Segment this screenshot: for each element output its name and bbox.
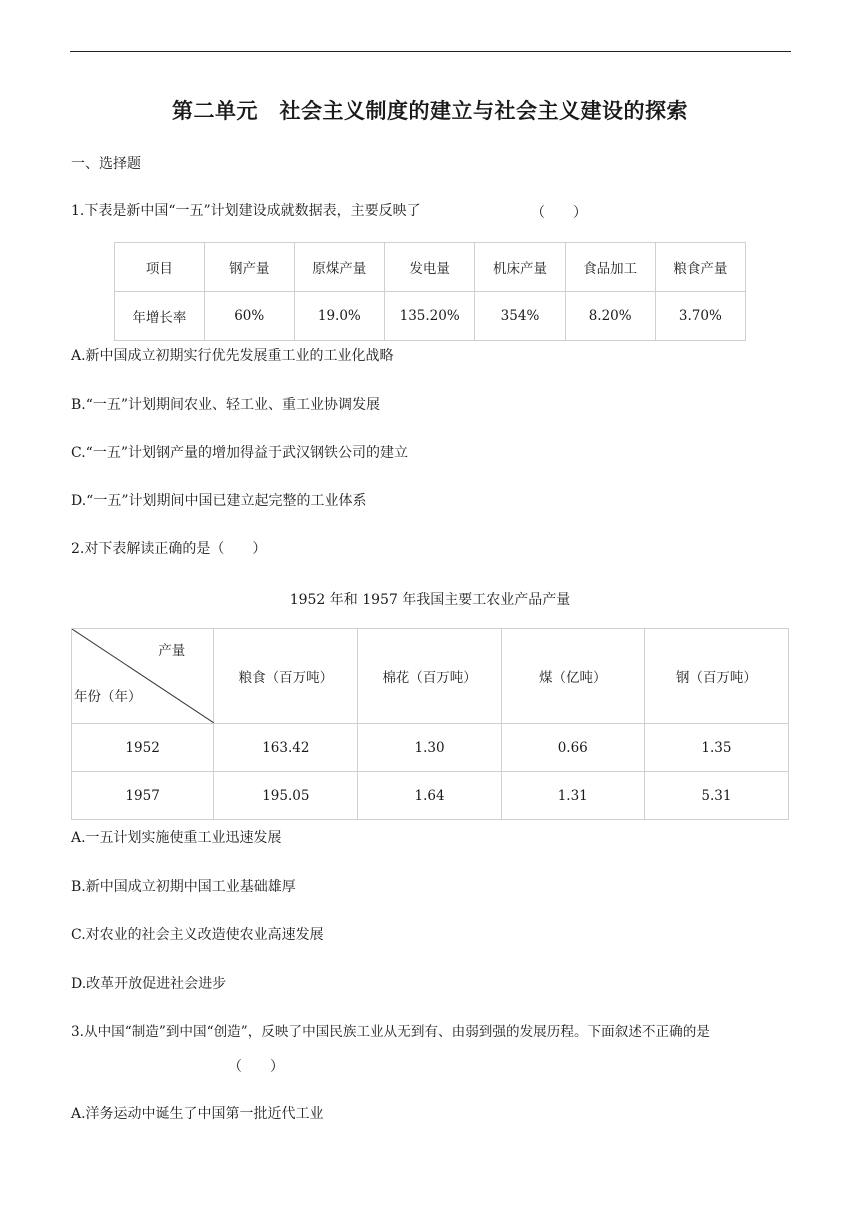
table-cell: 135.20% — [384, 292, 475, 341]
q2-option-b: B.新中国成立初期中国工业基础雄厚 — [71, 879, 296, 895]
table-header-cell: 食品加工 — [565, 243, 655, 292]
q2-stem: 2.对下表解读正确的是（ ） — [71, 541, 267, 557]
table-cell: 1952 — [72, 724, 214, 772]
q3-answer-blank: （ ） — [228, 1059, 284, 1075]
table-cell: 1.64 — [358, 772, 501, 820]
q2-option-c: C.对农业的社会主义改造使农业高速发展 — [71, 927, 324, 943]
diagonal-divider — [72, 629, 214, 723]
q1-option-a: A.新中国成立初期实行优先发展重工业的工业化战略 — [71, 348, 394, 364]
table-cell: 8.20% — [565, 292, 655, 341]
table-cell: 60% — [204, 292, 294, 341]
corner-label-top: 产量 — [158, 643, 186, 659]
table-cell: 0.66 — [501, 724, 644, 772]
table-header-cell: 钢（百万吨） — [644, 629, 788, 724]
q1-option-d: D.“一五”计划期间中国已建立起完整的工业体系 — [71, 493, 367, 509]
q3-stem: 3.从中国“制造”到中国“创造”，反映了中国民族工业从无到有、由弱到强的发展历程。下面叙述不正确的是 — [71, 1024, 710, 1040]
table-header-cell: 煤（亿吨） — [501, 629, 644, 724]
table-row — [72, 629, 789, 724]
table-header-cell: 钢产量 — [204, 243, 294, 292]
top-rule — [70, 51, 791, 52]
table-header-cell: 棉花（百万吨） — [358, 629, 501, 724]
table-row — [115, 243, 746, 292]
table-cell: 354% — [475, 292, 565, 341]
corner-label-bottom: 年份（年） — [74, 689, 142, 705]
table-cell: 1.30 — [358, 724, 501, 772]
page-title: 第二单元 社会主义制度的建立与社会主义建设的探索 — [172, 99, 688, 123]
table-header-cell: 原煤产量 — [294, 243, 384, 292]
table-cell: 19.0% — [294, 292, 384, 341]
q1-option-b: B.“一五”计划期间农业、轻工业、重工业协调发展 — [71, 397, 381, 413]
table-corner-cell — [72, 629, 214, 724]
table-cell: 195.05 — [214, 772, 358, 820]
table-header-cell: 粮食（百万吨） — [214, 629, 358, 724]
q1-table — [114, 242, 746, 341]
q1-stem: 1.下表是新中国“一五”计划建设成就数据表，主要反映了 — [71, 203, 421, 219]
table-header-cell: 粮食产量 — [655, 243, 745, 292]
table-cell: 163.42 — [214, 724, 358, 772]
table-cell: 5.31 — [644, 772, 788, 820]
table-header-cell: 发电量 — [384, 243, 475, 292]
table-cell: 年增长率 — [115, 292, 205, 341]
table-row — [115, 292, 746, 341]
q2-option-a: A.一五计划实施使重工业迅速发展 — [71, 830, 282, 846]
table-header-cell: 项目 — [115, 243, 205, 292]
q2-table — [71, 628, 789, 820]
table-cell: 1.35 — [644, 724, 788, 772]
q1-option-c: C.“一五”计划钢产量的增加得益于武汉钢铁公司的建立 — [71, 445, 408, 461]
table-cell: 1957 — [72, 772, 214, 820]
q2-table-caption: 1952 年和 1957 年我国主要工农业产品产量 — [289, 592, 571, 608]
table-row — [72, 772, 789, 820]
table-row — [72, 724, 789, 772]
section-heading: 一、选择题 — [71, 156, 141, 172]
q2-option-d: D.改革开放促进社会进步 — [71, 976, 227, 992]
table-header-cell: 机床产量 — [475, 243, 565, 292]
table-cell: 3.70% — [655, 292, 745, 341]
q1-answer-blank: （ ） — [531, 205, 587, 221]
table-cell: 1.31 — [501, 772, 644, 820]
q3-option-a: A.洋务运动中诞生了中国第一批近代工业 — [71, 1106, 324, 1122]
